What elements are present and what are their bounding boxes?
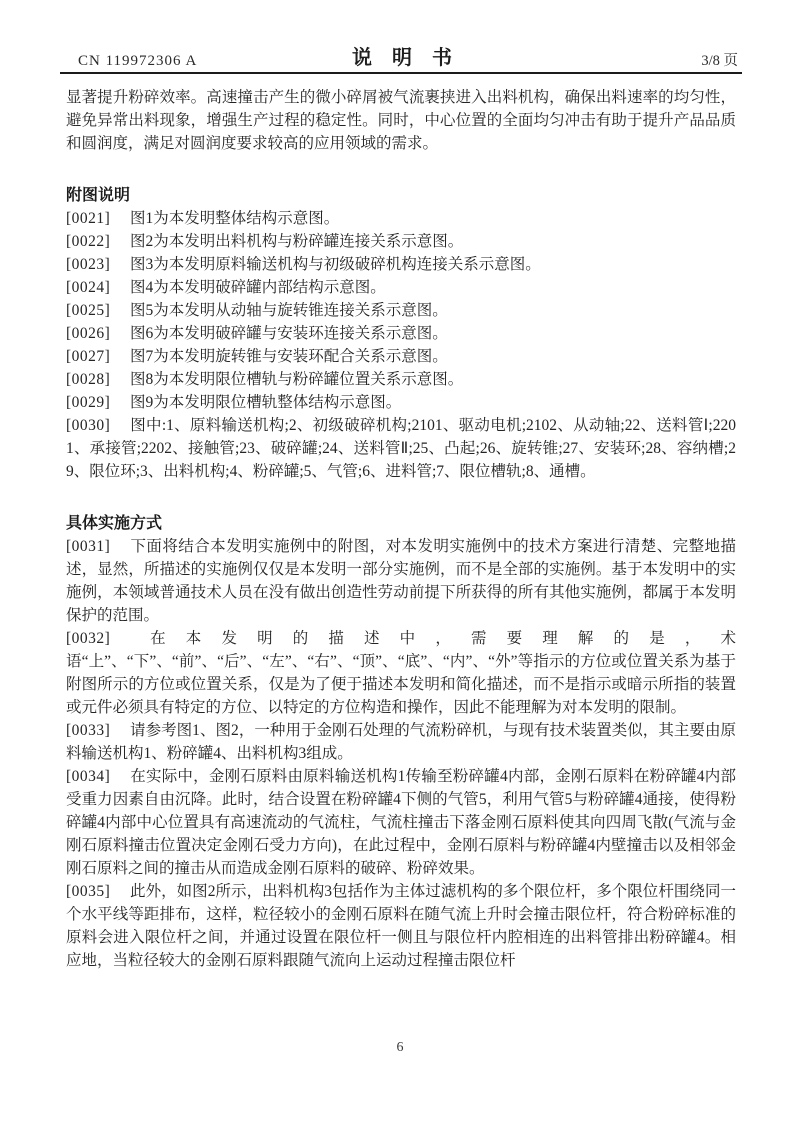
paragraph-text: 下面将结合本发明实施例中的附图，对本发明实施例中的技术方案进行清楚、完整地描述，显然，所描述的实施例仅仅是本发明一部分实施例，而不是全部的实施例。基于本发明中的实施例，本领域普通技术人员在没有做出创造性劳动前提下所获得的所有其他实施例，都属于本发明保护的范围。 [66, 538, 736, 624]
paragraph-text: 图中:1、原料输送机构;2、初级破碎机构;2101、驱动电机;2102、从动轴;22、送料管Ⅰ;2201、承接管;2202、接触管;23、破碎罐;24、送料管Ⅱ;25、凸起;26、旋转锥;27、安装环;28、容纳槽;29、限位环;3、出料机构;4、粉碎罐;5、气管;6、进料管;7、限位槽轨;8、通槽。 [66, 417, 736, 480]
paragraph-number: [0031] [66, 538, 111, 555]
paragraph-text: 图6为本发明破碎罐与安装环连接关系示意图。 [130, 325, 448, 342]
paragraph-number: [0029] [66, 394, 111, 411]
paragraph-number: [0027] [66, 348, 111, 365]
numbered-paragraph [66, 253, 736, 276]
paragraph-number: [0025] [66, 302, 111, 319]
paragraph-text: 图7为本发明旋转锥与安装环配合关系示意图。 [130, 348, 448, 365]
numbered-paragraph [66, 276, 736, 299]
numbered-paragraph [66, 368, 736, 391]
numbered-paragraph [66, 880, 736, 972]
paragraph-text: 在实际中，金刚石原料由原料输送机构1传输至粉碎罐4内部，金刚石原料在粉碎罐4内部受重力因素自由沉降。此时，结合设置在粉碎罐4下侧的气管5，利用气管5与粉碎罐4通接，使得粉碎罐4内部中心位置具有高速流动的气流柱，气流柱撞击下落金刚石原料使其向四周飞散(气流与金刚石原料撞击位置决定金刚石受力方向)，在此过程中，金刚石原料与粉碎罐4内壁撞击以及相邻金刚石原料之间的撞击从而造成金刚石原料的破碎、粉碎效果。 [66, 768, 736, 877]
page-indicator: 3/8 页 [701, 53, 738, 69]
paragraph-number: [0032] [66, 630, 111, 647]
paragraph-text: 图1为本发明整体结构示意图。 [130, 210, 340, 227]
page-number: 6 [396, 1040, 404, 1055]
paragraph-number: [0022] [66, 233, 111, 250]
paragraph-number: [0028] [66, 371, 111, 388]
section-heading-embodiments: 具体实施方式 [66, 515, 163, 532]
numbered-paragraph [66, 765, 736, 880]
header-divider [60, 72, 742, 74]
numbered-paragraph [66, 719, 736, 765]
numbered-paragraph [66, 230, 736, 253]
paragraph-text: 图2为本发明出料机构与粉碎罐连接关系示意图。 [130, 233, 464, 250]
paragraph-number: [0021] [66, 210, 111, 227]
document-number: CN 119972306 A [78, 53, 198, 69]
document-body [66, 86, 736, 972]
paragraph-text: 在本发明的描述中，需要理解的是，术语“上”、“下”、“前”、“后”、“左”、“右”、“顶”、“底”、“内”、“外”等指示的方位或位置关系为基于附图所示的方位或位置关系，仅是为了便于描述本发明和简化描述，而不是指示或暗示所指的装置或元件必须具有特定的方位、以特定的方位构造和操作，因此不能理解为对本发明的限制。 [66, 630, 736, 716]
numbered-paragraph [66, 414, 736, 483]
paragraph-number: [0033] [66, 722, 111, 739]
paragraph-text: 请参考图1、图2，一种用于金刚石处理的气流粉碎机，与现有技术装置类似，其主要由原料输送机构1、粉碎罐4、出料机构3组成。 [66, 722, 736, 762]
paragraph-number: [0035] [66, 883, 111, 900]
page-footer [0, 1040, 800, 1056]
paragraph-number: [0023] [66, 256, 111, 273]
paragraph-text: 图3为本发明原料输送机构与初级破碎机构连接关系示意图。 [130, 256, 541, 273]
numbered-paragraph [66, 627, 736, 719]
numbered-paragraph [66, 299, 736, 322]
numbered-paragraph [66, 535, 736, 627]
paragraph-text: 图8为本发明限位槽轨与粉碎罐位置关系示意图。 [130, 371, 464, 388]
numbered-paragraph [66, 322, 736, 345]
section-heading-figures: 附图说明 [66, 187, 131, 204]
document-title: 说 明 书 [352, 47, 452, 69]
paragraph-text: 图5为本发明从动轴与旋转锥连接关系示意图。 [130, 302, 448, 319]
paragraph-text: 此外，如图2所示，出料机构3包括作为主体过滤机构的多个限位杆，多个限位杆围绕同一个水平线等距排布，这样，粒径较小的金刚石原料在随气流上升时会撞击限位杆，符合粉碎标准的原料会进入限位杆之间，并通过设置在限位杆一侧且与限位杆内腔相连的出料管排出粉碎罐4。相应地，当粒径较大的金刚石原料跟随气流向上运动过程撞击限位杆 [66, 883, 736, 969]
page-header [64, 44, 740, 70]
paragraph-number: [0024] [66, 279, 111, 296]
paragraph-continuation: 显著提升粉碎效率。高速撞击产生的微小碎屑被气流裹挟进入出料机构，确保出料速率的均匀性，避免异常出料现象，增强生产过程的稳定性。同时，中心位置的全面均匀冲击有助于提升产品品质和圆润度，满足对圆润度要求较高的应用领域的需求。 [66, 89, 736, 152]
numbered-paragraph [66, 207, 736, 230]
paragraph-number: [0034] [66, 768, 111, 785]
paragraph-number: [0030] [66, 417, 111, 434]
paragraph-text: 图4为本发明破碎罐内部结构示意图。 [130, 279, 386, 296]
numbered-paragraph [66, 345, 736, 368]
paragraph-text: 图9为本发明限位槽轨整体结构示意图。 [130, 394, 402, 411]
paragraph-number: [0026] [66, 325, 111, 342]
numbered-paragraph [66, 391, 736, 414]
